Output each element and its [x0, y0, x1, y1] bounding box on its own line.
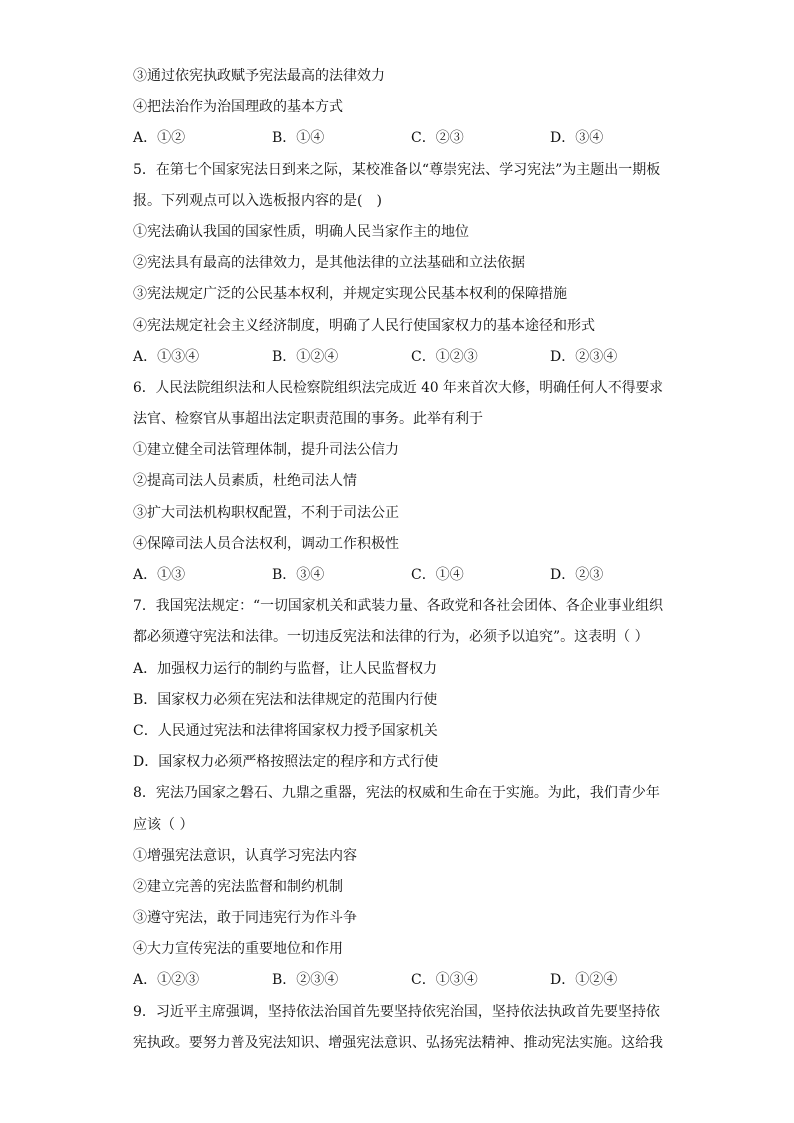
q6-stem-line-2: 法官、检察官从事超出法定职责范围的事务。此举有利于 [133, 411, 483, 428]
q8-option-d[interactable]: D．①②④ [550, 972, 618, 989]
q4-option-b[interactable]: B．①④ [272, 130, 325, 147]
q5-stem-line-1: 5．在第七个国家宪法日到来之际，某校准备以“尊崇宪法、学习宪法”为主题出一期板 [133, 161, 661, 178]
q8-options [133, 970, 663, 1001]
q5-item-1: ①宪法确认我国的国家性质，明确人民当家作主的地位 [133, 223, 469, 240]
q4-option-d[interactable]: D．③④ [550, 130, 604, 147]
q8-option-b[interactable]: B．②③④ [272, 972, 339, 989]
page-content [133, 66, 663, 1064]
q6-stem-line-1: 6．人民法院组织法和人民检察院组织法完成近 40 年来首次大修，明确任何人不得要求 [133, 379, 663, 396]
q5-option-c[interactable]: C．①②③ [411, 348, 478, 365]
q6-item-2: ②提高司法人员素质，杜绝司法人情 [133, 473, 357, 490]
q8-option-c[interactable]: C．①③④ [411, 972, 478, 989]
q6-item-4: ④保障司法人员合法权利，调动工作积极性 [133, 535, 399, 552]
q6-item-1: ①建立健全司法管理体制，提升司法公信力 [133, 442, 399, 459]
q6-option-c[interactable]: C．①④ [411, 567, 464, 583]
q9-stem-line-2: 宪执政。要努力普及宪法知识、增强宪法意识、弘扬宪法精神、推动宪法实施。这给我 [133, 1034, 663, 1051]
q6-options [133, 565, 663, 596]
q8-item-3: ③遵守宪法，敢于同违宪行为作斗争 [133, 910, 357, 927]
q6-item-3: ③扩大司法机构职权配置，不利于司法公正 [133, 504, 399, 521]
q5-options [133, 347, 663, 378]
q5-option-a[interactable]: A．①③④ [133, 348, 200, 365]
q5-option-d[interactable]: D．②③④ [550, 348, 618, 365]
q7-stem-line-1: 7．我国宪法规定：“一切国家机关和武装力量、各政党和各社会团体、各企业事业组织 [133, 598, 663, 615]
q8-option-a[interactable]: A．①②③ [133, 972, 200, 989]
q4-item-3: ③通过依宪执政赋予宪法最高的法律效力 [133, 68, 385, 84]
q6-option-b[interactable]: B．③④ [272, 567, 325, 583]
q7-option-d[interactable]: D．国家权力必须严格按照法定的程序和方式行使 [133, 754, 439, 771]
q6-option-d[interactable]: D．②③ [550, 567, 604, 583]
q7-option-a[interactable]: A．加强权力运行的制约与监督，让人民监督权力 [133, 660, 438, 677]
q8-item-2: ②建立完善的宪法监督和制约机制 [133, 878, 343, 895]
q5-item-4: ④宪法规定社会主义经济制度，明确了人民行使国家权力的基本途径和形式 [133, 317, 595, 334]
q5-item-3: ③宪法规定广泛的公民基本权利，并规定实现公民基本权利的保障措施 [133, 286, 567, 303]
q8-stem-line-1: 8．宪法乃国家之磐石、九鼎之重器，宪法的权威和生命在于实施。为此，我们青少年 [133, 785, 660, 802]
q4-option-c[interactable]: C．②③ [411, 130, 464, 147]
q7-stem-line-2: 都必须遵守宪法和法律。一切违反宪法和法律的行为，必须予以追究”。这表明（ ） [133, 629, 649, 646]
q7-option-b[interactable]: B．国家权力必须在宪法和法律规定的范围内行使 [133, 691, 438, 708]
q4-option-a[interactable]: A．①② [133, 130, 186, 147]
q7-option-c[interactable]: C．人民通过宪法和法律将国家权力授予国家机关 [133, 722, 438, 739]
q4-options [133, 128, 663, 159]
q6-option-a[interactable]: A．①③ [133, 567, 186, 583]
q9-stem-line-1: 9．习近平主席强调，坚持依法治国首先要坚持依宪治国，坚持依法执政首先要坚持依 [133, 1003, 660, 1020]
q5-item-2: ②宪法具有最高的法律效力，是其他法律的立法基础和立法依据 [133, 255, 525, 272]
q8-stem-line-2: 应该（ ） [133, 816, 194, 833]
q4-item-4: ④把法治作为治国理政的基本方式 [133, 99, 343, 116]
q5-stem-line-2: 报。下列观点可以入选板报内容的是( ) [133, 192, 382, 209]
q5-option-b[interactable]: B．①②④ [272, 348, 339, 365]
q8-item-4: ④大力宣传宪法的重要地位和作用 [133, 941, 343, 958]
q8-item-1: ①增强宪法意识，认真学习宪法内容 [133, 847, 357, 864]
